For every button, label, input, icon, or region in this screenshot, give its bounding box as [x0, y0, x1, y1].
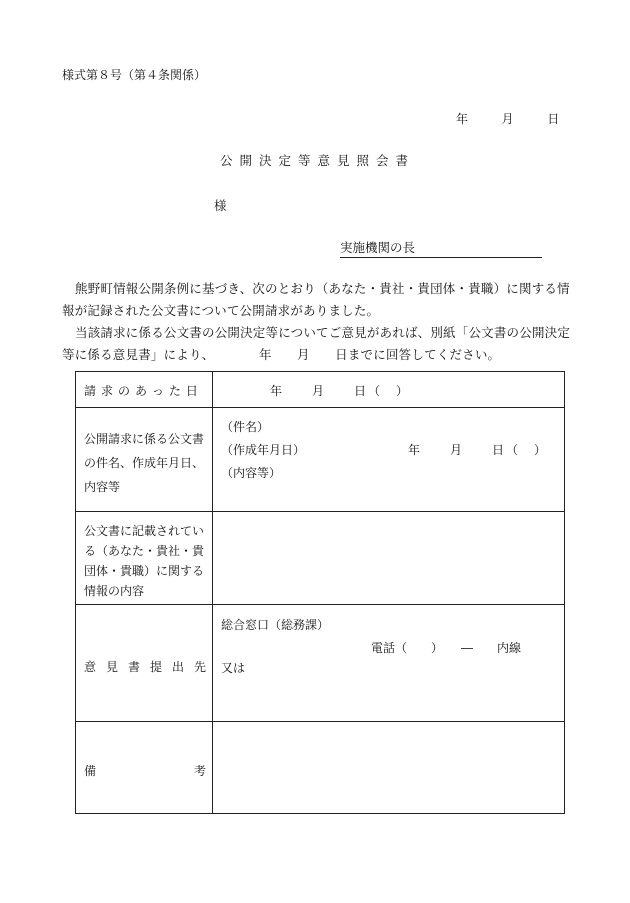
date-year-label: 年	[456, 112, 469, 126]
document-info-label-cell	[76, 408, 213, 511]
date-line	[456, 110, 559, 127]
document-created-date: 年 月 日（ ）	[408, 443, 549, 457]
phone-extension-line: 電話（ ） ― 内線	[371, 641, 522, 655]
document-created-label: （作成年月日）	[221, 443, 306, 457]
request-date-label-cell	[76, 372, 213, 407]
notice-paragraph-1	[62, 278, 570, 322]
submission-destination-label: 意見書提出先	[84, 660, 217, 674]
notice-paragraph-1-line-2: 報が記録された公文書について公開請求がありました。	[62, 303, 380, 318]
date-month-label: 月	[501, 112, 514, 126]
document-title: 公開決定等意見照会書	[220, 153, 416, 168]
row-submission-destination	[76, 605, 564, 722]
notice-paragraph-2-line-1: 当該請求に係る公文書の公開決定等についてご意見があれば、別紙「公文書の公開決定	[75, 325, 571, 340]
document-name-label: （件名）	[221, 420, 270, 434]
inquiry-form-table	[75, 371, 565, 814]
row-request-date	[76, 372, 564, 408]
request-date-value-cell[interactable]	[213, 372, 564, 407]
remarks-label-left: 備	[84, 764, 97, 778]
submission-destination-value-cell[interactable]	[213, 605, 564, 721]
sender-label: 実施機関の長	[340, 238, 542, 258]
row-related-info	[76, 512, 564, 605]
related-info-label-line-1: 公文書に記載されてい	[84, 524, 205, 538]
or-label: 又は	[221, 661, 246, 675]
notice-paragraph-1-line-1: 熊野町情報公開条例に基づき、次のとおり（あなた・貴社・貴団体・貴職）に関する情	[75, 281, 570, 296]
document-content-label: （内容等）	[221, 466, 282, 480]
notice-paragraph-2-line-2: 等に係る意見書」により、 年 月 日までに回答してください。	[62, 347, 501, 362]
office-name: 総合窓口（総務課）	[221, 618, 330, 632]
request-date-value: 年 月 日（ ）	[270, 384, 411, 398]
notice-paragraph-2	[62, 322, 570, 366]
related-info-value-cell[interactable]	[213, 512, 564, 604]
form-number: 様式第８号（第４条関係）	[62, 68, 207, 82]
submission-destination-label-cell	[76, 605, 217, 721]
row-remarks	[76, 722, 564, 814]
related-info-label-line-4: 情報の内容	[84, 584, 145, 598]
remarks-label-right: 考	[194, 764, 207, 778]
remarks-label-cell	[76, 722, 213, 814]
date-day-label: 日	[547, 112, 560, 126]
document-info-label-line-3: 内容等	[84, 480, 121, 494]
addressee-label: 様	[214, 198, 227, 213]
remarks-value-cell[interactable]	[213, 722, 564, 814]
row-document-info	[76, 408, 564, 512]
request-date-label: 請求のあった日	[84, 384, 203, 398]
document-info-label-line-1: 公開請求に係る公文書	[84, 432, 205, 446]
document-info-value-cell[interactable]	[213, 408, 564, 511]
related-info-label-cell	[76, 512, 213, 604]
related-info-label-line-3: 団体・貴職）に関する	[84, 564, 205, 578]
related-info-label-line-2: る（あなた・貴社・貴	[84, 544, 205, 558]
document-info-label-line-2: の件名、作成年月日、	[84, 456, 205, 470]
